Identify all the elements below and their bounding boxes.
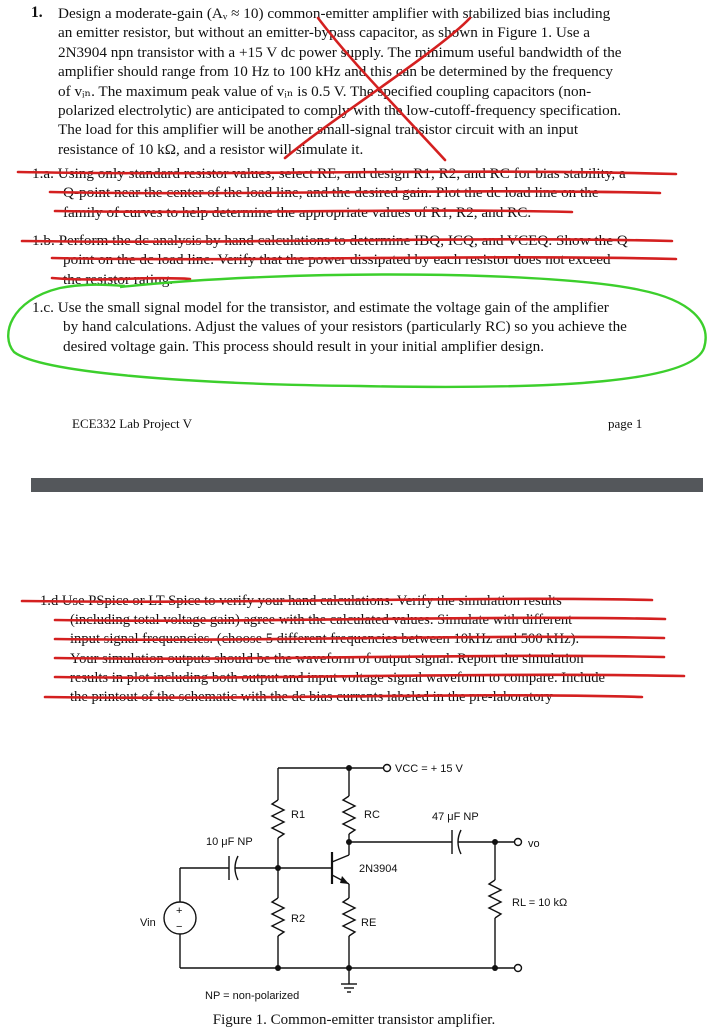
item1b-line: 1.b. Perform the dc analysis by hand calculations to determine IBQ, ICQ, and VCEQ. Show the Q — [32, 232, 628, 249]
emitter-arrow — [340, 876, 349, 884]
rl-resistor — [489, 880, 501, 918]
r1-resistor — [272, 800, 284, 838]
item1a-line: Q-point near the center of the load line, and the desired gain. Plot the dc load line on the — [63, 184, 599, 202]
item1-line: polarized electrolytic) are anticipated to comply with the low-cutoff-frequency specification. — [58, 101, 622, 119]
re-resistor — [343, 898, 355, 936]
item1d-line: results in plot including both output and input voltage signal waveform to compare. Include — [70, 669, 605, 686]
item1a-line: 1.a. Using only standard resistor values, select RE, and design R1, R2, and RC for bias stability, a — [32, 165, 626, 182]
item1-line: of vᵢₙ. The maximum peak value of vᵢₙ is 0.5 V. The specified coupling capacitors (non- — [58, 82, 592, 100]
item1a-line: family of curves to help determine the appropriate values of R1, R2, and RC. — [63, 203, 532, 221]
vin-plus-sign: + — [176, 905, 183, 917]
item1d-line: input signal frequencies. (choose 5 different frequencies between 10kHz and 500 kHz). — [70, 631, 580, 648]
item1-line: Design a moderate-gain (Aᵥ ≈ 10) common-emitter amplifier with stabilized bias including — [58, 5, 611, 22]
junction-dot — [346, 839, 352, 845]
transistor-collector — [332, 855, 349, 862]
vout-terminal — [515, 839, 522, 846]
junction-dot — [346, 765, 352, 771]
r2-label: R2 — [291, 913, 306, 925]
item1b-line: the resistor rating. — [63, 270, 174, 288]
junction-dot — [275, 865, 281, 871]
item1d-line: Your simulation outputs should be the waveform of output signal. Report the simulation — [70, 650, 584, 667]
re-label: RE — [361, 917, 377, 929]
item1d-line: the printout of the schematic with the dc bias currents labeled in the pre-laboratory — [70, 688, 553, 705]
vcc-label: VCC = + 15 V — [395, 763, 463, 775]
vin-label: Vin — [140, 917, 156, 929]
rc-label: RC — [364, 809, 380, 821]
item1-line: 2N3904 npn transistor with a +15 V dc power supply. The minimum useful bandwidth of the — [58, 43, 622, 61]
cin-label: 10 μF NP — [206, 836, 253, 848]
footer-page-number: page 1 — [608, 416, 643, 431]
ground-terminal — [515, 965, 522, 972]
junction-dot — [346, 965, 352, 971]
figure-caption: Figure 1. Common-emitter transistor amplifier. — [212, 1012, 496, 1028]
vin-minus-sign: − — [176, 921, 183, 933]
item1-line: The load for this amplifier will be another small-signal transistor circuit with an input — [58, 121, 579, 139]
junction-dot — [492, 839, 498, 845]
item1-line: resistance of 10 kΩ, and a resistor will simulate it. — [58, 140, 364, 158]
item1d-line: (including total voltage gain) agree with the calculated values. Simulate with different — [70, 612, 573, 629]
np-note: NP = non-polarized — [205, 990, 300, 1002]
r2-resistor — [272, 898, 284, 936]
item1c-line: desired voltage gain. This process should result in your initial amplifier design. — [63, 337, 544, 355]
item1-line: amplifier should range from 10 Hz to 100 kHz and this can be determined by the frequency — [58, 63, 614, 81]
r1-label: R1 — [291, 809, 306, 821]
transistor-label: 2N3904 — [359, 863, 398, 875]
footer-course: ECE332 Lab Project V — [72, 416, 192, 431]
junction-dot — [275, 965, 281, 971]
item1c-line: 1.c. Use the small signal model for the transistor, and estimate the voltage gain of the amplifier — [32, 299, 609, 316]
junction-dot — [492, 965, 498, 971]
vcc-terminal — [384, 765, 391, 772]
item-number: 1. — [31, 4, 43, 21]
item1-line: an emitter resistor, but without an emitter-bypass capacitor, as shown in Figure 1. Use a — [58, 24, 591, 42]
rc-resistor — [343, 796, 355, 834]
cout-label: 47 μF NP — [432, 811, 479, 823]
item1b-line: point on the dc load line. Verify that the power dissipated by each resistor does not exceed — [63, 251, 611, 269]
item1d-line: 1.d Use PSpice or LT Spice to verify your hand calculations. Verify the simulation results — [40, 593, 562, 609]
rl-label: RL = 10 kΩ — [512, 897, 568, 909]
item1c-line: by hand calculations. Adjust the values of your resistors (particularly RC) so you achieve the — [63, 318, 627, 336]
vout-label: vo — [528, 838, 540, 850]
